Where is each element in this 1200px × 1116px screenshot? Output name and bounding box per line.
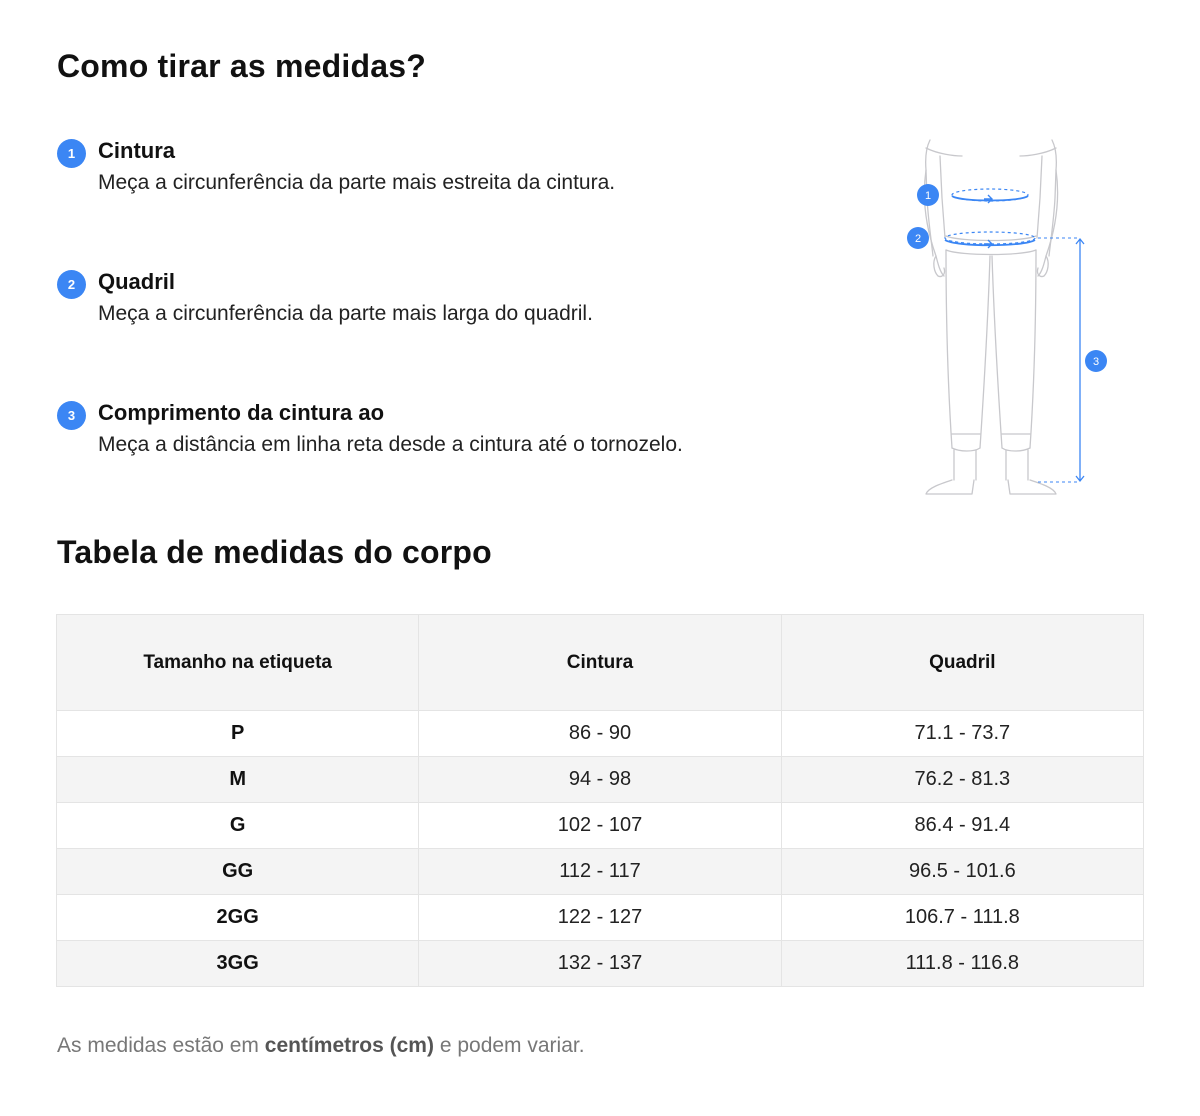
footnote-unit: centímetros (cm) <box>264 1034 434 1057</box>
cell-size: 3GG <box>57 941 419 987</box>
cell-hip: 96.5 - 101.6 <box>781 849 1143 895</box>
step-title: Cintura <box>98 138 175 163</box>
size-chart-table <box>56 614 1144 987</box>
step-description: Meça a distância em linha reta desde a cintura até o tornozelo. <box>98 433 683 456</box>
footnote-suffix: e podem variar. <box>433 1034 585 1057</box>
step-number-badge: 2 <box>57 270 86 299</box>
cell-hip: 76.2 - 81.3 <box>781 757 1143 803</box>
cell-hip: 111.8 - 116.8 <box>781 941 1143 987</box>
table-row <box>57 895 1144 941</box>
header-size-label: Tamanho na etiqueta <box>57 615 419 711</box>
cell-hip: 106.7 - 111.8 <box>781 895 1143 941</box>
table-row <box>57 803 1144 849</box>
cell-size: M <box>57 757 419 803</box>
step-number-badge: 3 <box>57 401 86 430</box>
marker-1: 1 <box>924 190 932 202</box>
table-row <box>57 757 1144 803</box>
table-title: Tabela de medidas do corpo <box>57 534 492 570</box>
page-title: Como tirar as medidas? <box>57 48 426 84</box>
step-title: Quadril <box>98 269 176 294</box>
table-header-row <box>57 615 1144 711</box>
footnote-prefix: As medidas estão em <box>57 1034 265 1057</box>
step-description: Meça a circunferência da parte mais estreita da cintura. <box>98 171 616 194</box>
cell-hip: 71.1 - 73.7 <box>781 711 1143 757</box>
cell-waist: 94 - 98 <box>419 757 781 803</box>
marker-3: 3 <box>1092 356 1100 368</box>
cell-hip: 86.4 - 91.4 <box>781 803 1143 849</box>
cell-size: 2GG <box>57 895 419 941</box>
table-row <box>57 941 1144 987</box>
units-footnote <box>57 1034 585 1058</box>
step-description: Meça a circunferência da parte mais larga do quadril. <box>98 302 593 325</box>
cell-size: P <box>57 711 419 757</box>
cell-waist: 102 - 107 <box>419 803 781 849</box>
marker-2: 2 <box>914 233 922 245</box>
pants-figure-icon <box>900 138 1115 503</box>
cell-waist: 132 - 137 <box>419 941 781 987</box>
table-row <box>57 849 1144 895</box>
cell-waist: 86 - 90 <box>419 711 781 757</box>
cell-size: G <box>57 803 419 849</box>
cell-waist: 122 - 127 <box>419 895 781 941</box>
cell-size: GG <box>57 849 419 895</box>
table-row <box>57 711 1144 757</box>
step-number-badge: 1 <box>57 139 86 168</box>
step-title: Comprimento da cintura ao <box>98 400 385 425</box>
cell-waist: 112 - 117 <box>419 849 781 895</box>
header-hip: Quadril <box>781 615 1143 711</box>
pants-measurement-figure <box>900 138 1115 503</box>
header-waist: Cintura <box>419 615 781 711</box>
